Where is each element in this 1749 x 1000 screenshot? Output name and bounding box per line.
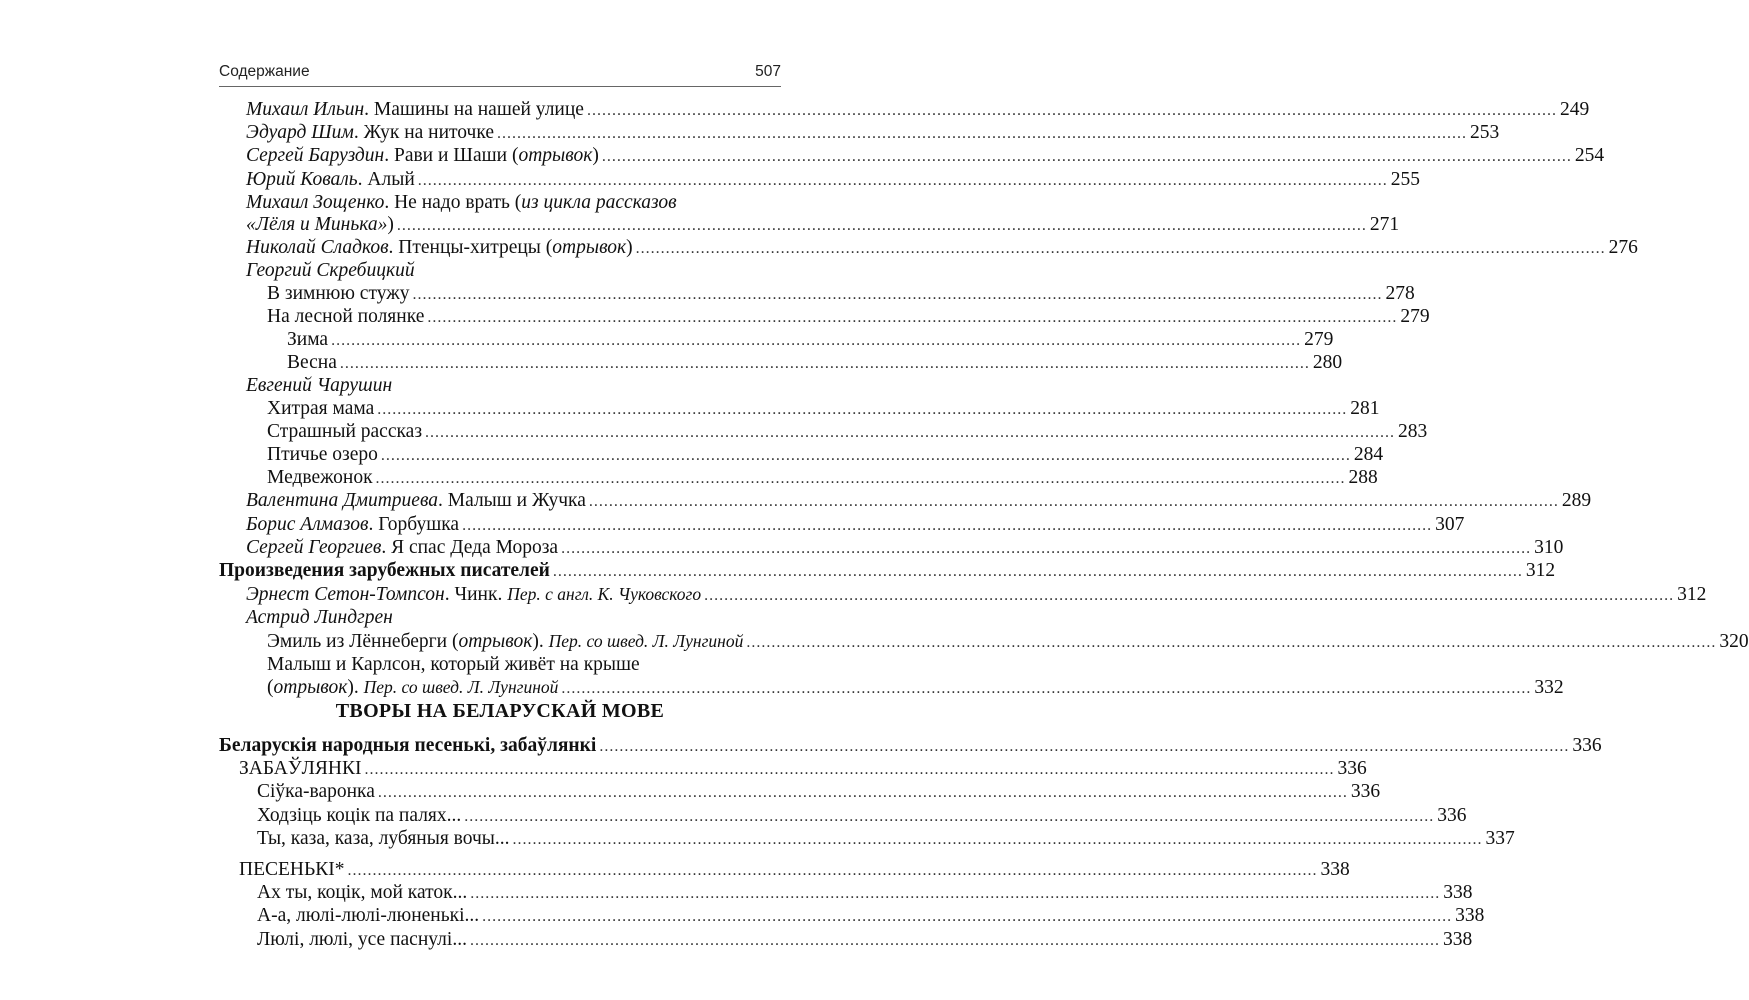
- leader-dots: [497, 123, 1467, 145]
- leader-dots: [376, 468, 1346, 490]
- header-page-number: 507: [755, 63, 781, 80]
- toc-paren: ): [626, 237, 633, 259]
- toc-entry: [219, 490, 1592, 513]
- toc-title: . Жук на ниточке: [353, 122, 494, 144]
- toc-entry: [219, 305, 1430, 329]
- leader-dots: [365, 759, 1335, 781]
- toc-page: 336: [1437, 804, 1467, 826]
- toc-title: . Алый: [357, 168, 415, 190]
- toc-paren: ).: [347, 677, 364, 699]
- toc-author: Николай Сладков: [246, 237, 389, 259]
- toc-note: отрывок: [458, 630, 533, 652]
- toc-note: отрывок: [518, 145, 593, 167]
- toc-author: Валентина Дмитриева: [246, 490, 439, 512]
- toc-author: Георгий Скребицкий: [246, 260, 415, 282]
- toc-title: Страшный рассказ: [267, 420, 423, 442]
- toc-title: Ты, каза, каза, лубяныя вочы...: [257, 827, 510, 849]
- running-header: [219, 61, 781, 85]
- toc-entry: [219, 282, 1415, 306]
- toc-entry: [219, 420, 1428, 444]
- toc-entry: [219, 905, 1485, 928]
- leader-dots: [340, 353, 1310, 375]
- toc-subsection-entry: [219, 859, 1350, 882]
- toc-title: . Машины на нашей улице: [364, 99, 584, 120]
- leader-dots: [470, 883, 1440, 905]
- toc-title: А-а, люлі-люлі-люненькі...: [257, 905, 480, 927]
- leader-dots: [377, 399, 1347, 421]
- toc-page: 320: [1719, 630, 1749, 652]
- toc-author: Борис Алмазов: [246, 513, 369, 535]
- toc-page: 279: [1400, 305, 1430, 327]
- leader-dots: [470, 930, 1440, 952]
- toc-entry: [219, 168, 1421, 192]
- toc-author: Михаил Зощенко: [246, 191, 385, 213]
- leader-dots: [589, 491, 1559, 513]
- toc-section-entry: [219, 735, 1602, 758]
- header-title: Содержание: [219, 63, 310, 80]
- toc-title: ПЕСЕНЬКІ*: [239, 859, 345, 881]
- leader-dots: [464, 806, 1434, 828]
- toc-author: Эдуард Шим: [246, 122, 354, 144]
- toc-entry: [219, 444, 1384, 467]
- toc-entry: [219, 237, 1638, 260]
- toc-translator: Пер. с англ. К. Чуковского: [507, 584, 702, 605]
- toc-page: 283: [1398, 420, 1428, 442]
- toc-page: 338: [1442, 928, 1473, 950]
- toc-entry: [219, 536, 1564, 560]
- leader-dots: [418, 170, 1388, 192]
- toc-entry: [219, 329, 1334, 352]
- toc-page: 271: [1369, 214, 1400, 236]
- toc-entry: [219, 397, 1380, 421]
- toc-title: . Птенцы-хитрецы (: [388, 237, 553, 259]
- toc-entry: [219, 583, 1707, 607]
- spacer: [219, 851, 781, 859]
- toc-title: Медвежонок: [267, 467, 373, 489]
- toc-entry: [219, 145, 1605, 168]
- toc-entry: [219, 122, 1500, 145]
- toc-paren: ): [387, 214, 394, 236]
- toc-author: Астрид Линдгрен: [246, 607, 393, 629]
- toc-translator: Пер. со швед. Л. Лунгиной: [548, 630, 744, 651]
- toc-title: . Рави и Шаши (: [384, 145, 519, 167]
- toc-title: Хитрая мама: [267, 397, 375, 419]
- toc-title: В зимнюю стужу: [267, 282, 410, 304]
- toc-paren: ).: [532, 630, 549, 652]
- leader-dots: [636, 238, 1606, 260]
- toc-author: Михаил Ильин: [246, 99, 365, 120]
- toc-author: Сергей Георгиев: [246, 536, 382, 558]
- toc-title: ЗАБАЎЛЯНКІ: [239, 758, 362, 780]
- toc-entry: [219, 781, 1381, 804]
- toc-entry: [219, 827, 1515, 851]
- leader-dots: [412, 284, 1382, 306]
- toc-page: 312: [1525, 560, 1556, 582]
- leader-dots: [704, 585, 1674, 607]
- toc-title: Сіўка-варонка: [257, 781, 375, 803]
- leader-dots: [397, 215, 1367, 237]
- toc-title: . Горбушка: [368, 513, 460, 535]
- toc-author: Юрий Коваль: [246, 168, 358, 190]
- toc-note: «Лёля и Минька»: [246, 214, 388, 236]
- toc-page: 249: [1559, 99, 1590, 120]
- toc-author-heading: [219, 607, 781, 629]
- toc-page: 332: [1534, 677, 1564, 699]
- toc-entry: [219, 513, 1465, 537]
- leader-dots: [378, 782, 1348, 804]
- toc-page: 336: [1337, 758, 1367, 780]
- leader-dots: [602, 146, 1572, 168]
- toc-entry: [219, 99, 1590, 122]
- toc-list: [219, 99, 1749, 700]
- leader-dots: [427, 307, 1397, 329]
- toc-note: отрывок: [273, 677, 348, 699]
- leader-dots: [425, 422, 1395, 444]
- toc-page: 276: [1608, 237, 1638, 259]
- toc-entry: [219, 882, 1473, 905]
- toc-title: Птичье озеро: [267, 444, 378, 466]
- leader-dots: [513, 829, 1483, 851]
- leader-dots: [347, 860, 1317, 882]
- toc-page: 288: [1348, 467, 1378, 489]
- toc-page: 336: [1350, 781, 1381, 803]
- toc-page: 278: [1385, 282, 1415, 304]
- toc-entry-line1: [219, 654, 781, 676]
- toc-paren: (: [267, 677, 274, 699]
- toc-page: 289: [1561, 490, 1592, 512]
- toc-page: 312: [1677, 584, 1707, 606]
- toc-entry: [219, 928, 1473, 952]
- toc-paren: ): [592, 145, 599, 167]
- toc-subsection-entry: [219, 758, 1367, 781]
- leader-dots: [482, 906, 1452, 928]
- toc-page: 281: [1350, 397, 1380, 419]
- toc-entry: [219, 214, 1400, 237]
- toc-title: Эмиль из Лённеберги (: [267, 630, 459, 652]
- toc-page: 338: [1455, 905, 1485, 927]
- leader-dots: [553, 561, 1523, 583]
- leader-dots: [462, 515, 1432, 537]
- toc-author-heading: [219, 260, 781, 282]
- toc-entry: [219, 804, 1467, 828]
- leader-dots: [587, 100, 1557, 122]
- toc-section-entry: [219, 560, 1556, 583]
- toc-title: Ах ты, коцік, мой каток...: [257, 882, 468, 904]
- toc-entry: [219, 467, 1378, 490]
- toc-author: Эрнест Сетон-Томпсон: [246, 584, 445, 606]
- toc-note: отрывок: [552, 237, 627, 259]
- header-rule: [219, 86, 781, 87]
- toc-title: Зима: [287, 329, 329, 351]
- toc-title: . Не надо врать (: [384, 191, 522, 213]
- leader-dots: [381, 445, 1351, 467]
- toc-section-title: Беларускія народныя песенькі, забаўлянкі: [219, 735, 597, 756]
- toc-page: 337: [1485, 827, 1515, 849]
- toc-page: 253: [1470, 122, 1500, 144]
- toc-entry: [219, 630, 1749, 654]
- toc-page: 280: [1312, 352, 1343, 374]
- toc-note: из цикла рассказов: [521, 191, 677, 213]
- toc-page: 279: [1304, 329, 1334, 351]
- toc-title: Весна: [287, 352, 337, 374]
- toc-title: . Чинк.: [444, 584, 508, 606]
- toc-title: На лесной полянке: [267, 305, 425, 327]
- toc-list-belarusian: [219, 735, 1602, 952]
- toc-title: . Малыш и Жучка: [438, 490, 586, 512]
- toc-page: 338: [1443, 882, 1473, 904]
- toc-section-title: Произведения зарубежных писателей: [219, 560, 550, 582]
- toc-title: Малыш и Карлсон, который живёт на крыше: [267, 653, 640, 675]
- toc-entry: [219, 352, 1343, 375]
- toc-page: 310: [1534, 536, 1564, 558]
- toc-page: 254: [1574, 145, 1605, 167]
- leader-dots: [561, 538, 1531, 560]
- toc-page: 255: [1390, 168, 1421, 190]
- toc-page: 336: [1572, 735, 1602, 756]
- leader-dots: [561, 678, 1531, 700]
- toc-page: 307: [1435, 513, 1465, 535]
- toc-page: 338: [1320, 859, 1350, 881]
- toc-entry: [219, 676, 1564, 700]
- toc-entry-line1: [219, 192, 781, 214]
- toc-author-heading: [219, 375, 781, 397]
- leader-dots: [599, 736, 1569, 758]
- toc-author: Евгений Чарушин: [246, 375, 393, 397]
- leader-dots: [331, 330, 1301, 352]
- toc-author: Сергей Баруздин: [246, 145, 385, 167]
- leader-dots: [746, 632, 1716, 654]
- toc-translator: Пер. со швед. Л. Лунгиной: [363, 677, 559, 698]
- toc-page: 284: [1353, 444, 1384, 466]
- section-heading: ТВОРЫ НА БЕЛАРУСКАЙ МОВЕ: [335, 700, 665, 722]
- toc-title: Ходзіць коцік па палях...: [257, 804, 462, 826]
- toc-title: Люлі, люлі, усе паснулі...: [257, 928, 467, 950]
- toc-title: . Я спас Деда Мороза: [381, 536, 559, 558]
